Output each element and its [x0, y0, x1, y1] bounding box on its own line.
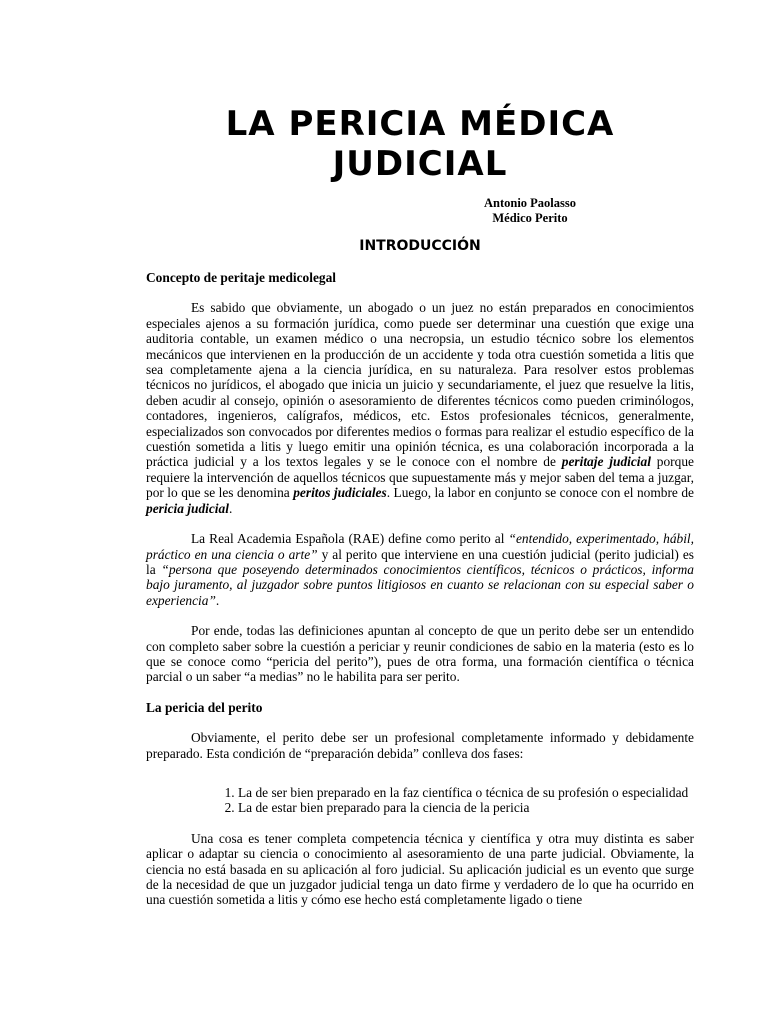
author-block [440, 196, 620, 226]
p1-text-c: porque requiere la intervención de aquellos técnicos que supuestamente más y mejor saben del tema a juzgar, por lo que se les denomina [146, 454, 694, 501]
p1-term-pericia: pericia judicial [146, 500, 229, 516]
p2-text-e: . [215, 592, 220, 608]
p2-quote-2: “persona que poseyendo determinados conocimientos científicos, técnicos o prácticos, informa bajo juramento, al juzgador sobre puntos litigiosos en cuanto se relacionan con su especial saber o experiencia” [146, 561, 694, 608]
p1-term-peritos: peritos judiciales [293, 485, 387, 501]
document-title [120, 104, 720, 184]
paragraph-4: Obviamente, el perito debe ser un profesional completamente informado y debidamente preparado. Esta condición de “preparación debida” conlleva dos fases: [146, 730, 694, 761]
paragraph-5: Una cosa es tener completa competencia técnica y científica y otra muy distinta es saber aplicar o adaptar su ciencia o conocimiento al asesoramiento de una parte judicial. Obviamente, la ciencia no está basada en su aplicación al foro judicial. Su aplicación judicial es un evento que surge de la necesidad de que un juzgador judicial tenga un dato firme y verdadero de lo que ha ocurrido en una cuestión sometida a litis y cómo ese hecho está completamente ligado o tiene [146, 830, 694, 908]
p1-text-e: . Luego, la labor en conjunto se conoce con el nombre de [386, 485, 694, 501]
paragraph-1 [146, 300, 694, 516]
paragraph-2 [146, 531, 694, 608]
numbered-list [146, 785, 694, 816]
paragraph-3: Por ende, todas las definiciones apuntan al concepto de que un perito debe ser un entendido con completo saber sobre la cuestión a periciar y reunir condiciones de sabio en la materia (esto es lo que se conoce como “pericia del perito”), pues de otra forma, una formación científica o técnica parcial o un saber “a medias” no le habilita para ser perito. [146, 623, 694, 685]
p1-term-peritaje: peritaje judicial [561, 454, 651, 470]
p2-text-a: La Real Academia Española (RAE) define como perito al [191, 531, 509, 547]
section-heading-concepto: Concepto de peritaje medicolegal [146, 270, 337, 285]
title-line-2: JUDICIAL [332, 144, 508, 184]
section-heading-pericia: La pericia del perito [146, 699, 263, 715]
author-name: Antonio Paolasso [483, 196, 577, 210]
document-body [146, 270, 694, 923]
intro-heading: INTRODUCCIÓN [359, 238, 481, 254]
p2-quote-1: “entendido, experimentado, hábil, práctico en una ciencia o arte” [146, 531, 695, 562]
p1-text-a: Es sabido que obviamente, un abogado o un juez no están preparados en conocimientos especiales ajenos a su formación jurídica, como puede ser determinar una cuestión que exige una auditoria contable, un examen médico o una necropsia, un estudio técnico sobre los elementos mecánicos que intervienen en la producción de un accidente y toda otra cuestión sometida a litis que sea completamente ajena a la ciencia jurídica, en su naturaleza. Para resolver estos problemas técnicos no jurídicos, el abogado que inicia un juicio y secundariamente, el juez que resuelve la litis, deben acudir al consejo, opinión o asesoramiento de diferentes técnicos como pueden criminólogos, contadores, ingenieros, calígrafos, médicos, etc. Estos profesionales técnicos, generalmente, especializados son convocados por diferentes medios o formas para realizar el estudio específico de la cuestión sometida a litis y luego emitir una opinión técnica, es una colaboración incorporada a la práctica judicial y a los textos legales y se le conoce con el nombre de [146, 300, 694, 470]
title-line-1: LA PERICIA MÉDICA [225, 104, 615, 144]
list-item: 2. La de estar bien preparado para la ciencia de la pericia [238, 800, 694, 815]
p1-text-g: . [228, 500, 233, 516]
author-role: Médico Perito [492, 211, 568, 225]
p2-text-c: y al perito que interviene en una cuestión judicial (perito judicial) es la [146, 546, 694, 577]
list-item: 1. La de ser bien preparado en la faz científica o técnica de su profesión o especialidad [238, 785, 694, 800]
